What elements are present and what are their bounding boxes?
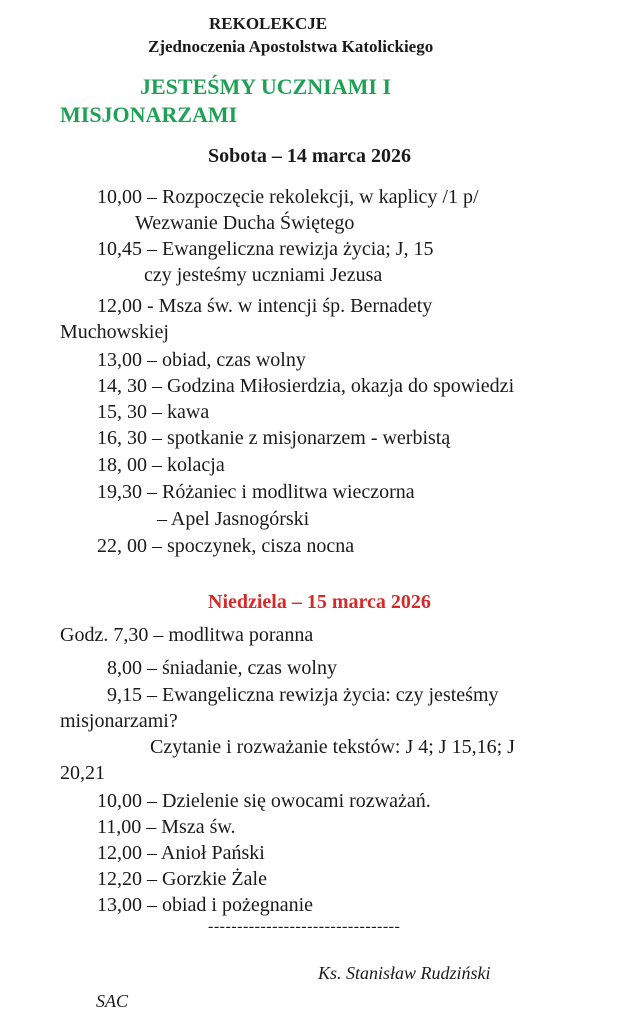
schedule-line: 12,00 - Msza św. w intencji śp. Bernadety [97,295,433,317]
signature-name: Ks. Stanisław Rudziński [318,963,491,983]
schedule-line: misjonarzami? [60,710,178,732]
schedule-line: 16, 30 – spotkanie z misjonarzem - werbistą [97,427,451,449]
schedule-line: 20,21 [60,762,105,784]
schedule-line: 12,00 – Anioł Pański [97,842,265,864]
schedule-line: 13,00 – obiad i pożegnanie [97,894,314,916]
sunday-heading: Niedziela – 15 marca 2026 [208,591,431,613]
schedule-line: 8,00 – śniadanie, czas wolny [107,657,337,679]
header-subtitle: Zjednoczenia Apostolstwa Katolickiego [148,37,434,56]
schedule-line: 9,15 – Ewangeliczna rewizja życia: czy jesteśmy [107,684,499,706]
schedule-line: 11,00 – Msza św. [97,816,236,838]
schedule-line: 18, 00 – kolacja [97,454,225,476]
schedule-line: Czytanie i rozważanie tekstów: J 4; J 15,16; J [150,736,515,758]
schedule-line: 22, 00 – spoczynek, cisza nocna [97,535,355,557]
schedule-line: 10,00 – Rozpoczęcie rekolekcji, w kaplicy /1 p/ [97,186,479,208]
schedule-line: 10,00 – Dzielenie się owocami rozważań. [97,790,431,812]
schedule-line: 13,00 – obiad, czas wolny [97,349,306,371]
schedule-line: 10,45 – Ewangeliczna rewizja życia; J, 15 [97,238,434,260]
schedule-line: czy jesteśmy uczniami Jezusa [144,264,383,286]
schedule-line: Muchowskiej [60,321,169,343]
header-title: REKOLEKCJE [209,14,328,33]
schedule-line: 12,20 – Gorzkie Żale [97,868,267,890]
schedule-line: – Apel Jasnogórski [157,508,310,530]
schedule-line: Godz. 7,30 – modlitwa poranna [60,624,314,646]
separator-dashes: --------------------------------- [208,918,401,935]
theme-title-line2: MISJONARZAMI [60,102,238,127]
schedule-line: 15, 30 – kawa [97,401,210,423]
signature-order: SAC [96,991,129,1011]
saturday-heading: Sobota – 14 marca 2026 [208,145,411,167]
theme-title-line1: JESTEŚMY UCZNIAMI I [140,74,392,99]
schedule-line: 14, 30 – Godzina Miłosierdzia, okazja do spowiedzi [97,375,515,397]
schedule-line: 19,30 – Różaniec i modlitwa wieczorna [97,481,415,503]
schedule-line: Wezwanie Ducha Świętego [135,212,355,234]
